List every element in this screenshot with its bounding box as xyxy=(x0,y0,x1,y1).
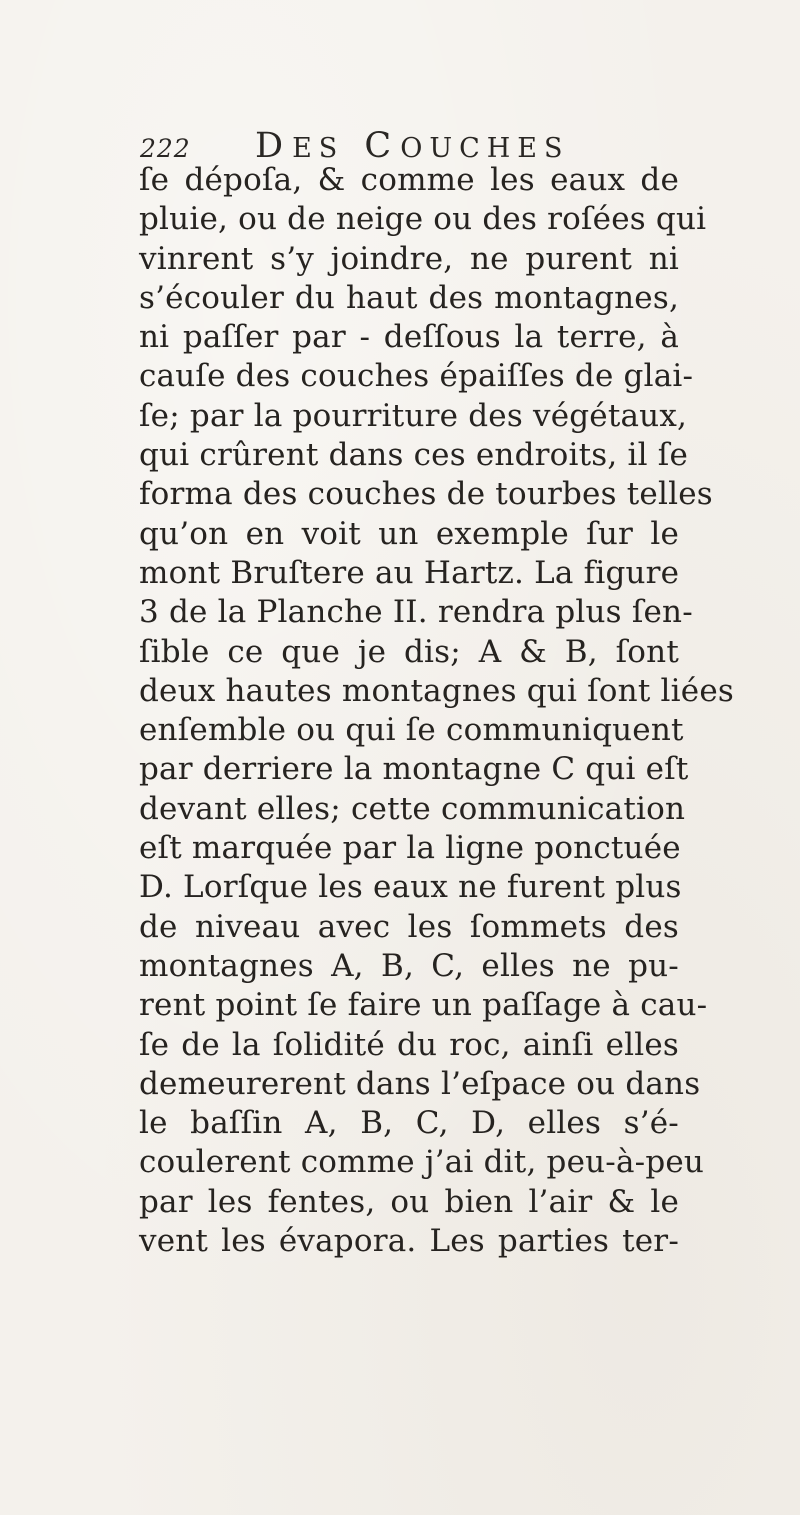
text-line: cauſe des couches épaiſſes de glai- xyxy=(139,358,694,395)
text-line: demeurerent dans l’eſpace ou dans xyxy=(139,1065,701,1102)
text-line: coulerent comme j’ai dit, peu-à-peu xyxy=(139,1144,705,1181)
running-title-rest-1: ES xyxy=(292,133,345,164)
text-line: D. Lorſque les eaux ne furent plus xyxy=(139,869,682,906)
text-line: ſible ce que je dis; A & B, ſont xyxy=(139,633,679,670)
text-line: forma des couches de tourbes telles xyxy=(139,476,713,513)
body-text xyxy=(139,161,734,1261)
text-line: ſe dépoſa, & comme les eaux de xyxy=(139,162,679,198)
text-line: devant elles; cette communication xyxy=(139,790,686,827)
text-line: rent point ſe faire un paſſage à cau- xyxy=(139,987,708,1024)
text-line: ni paſſer par - deſſous la terre, à xyxy=(139,319,679,356)
running-title-initial-2: C xyxy=(364,126,401,166)
text-line: deux hautes montagnes qui ſont liées xyxy=(139,672,734,709)
running-title xyxy=(255,126,570,166)
running-title-initial-1: D xyxy=(255,126,293,166)
text-line: vent les évapora. Les parties ter- xyxy=(139,1223,679,1260)
running-title-rest-2: OUCHES xyxy=(400,133,570,164)
text-line: ſe; par la pourriture des végétaux, xyxy=(139,397,688,434)
text-line: eſt marquée par la ligne ponctuée xyxy=(139,830,681,867)
text-line: 3 de la Planche II. rendra plus ſen- xyxy=(139,594,693,631)
text-line: qui crûrent dans ces endroits, il ſe xyxy=(139,437,689,474)
text-line: pluie, ou de neige ou des roſées qui xyxy=(139,201,707,238)
text-line: qu’on en voit un exemple ſur le xyxy=(139,515,679,552)
page-number: 222 xyxy=(140,134,191,163)
text-line: le baſſin A, B, C, D, elles s’é- xyxy=(139,1105,679,1142)
text-line: vinrent s’y joindre, ne purent ni xyxy=(139,240,679,277)
text-line: de niveau avec les ſommets des xyxy=(139,908,679,945)
text-line: par les fentes, ou bien l’air & le xyxy=(139,1183,679,1220)
text-line: montagnes A, B, C, elles ne pu- xyxy=(139,947,679,984)
text-line: par derriere la montagne C qui eſt xyxy=(139,751,689,788)
text-line: mont Bruſtere au Hartz. La figure xyxy=(139,554,680,591)
text-line: s’écouler du haut des montagnes, xyxy=(139,279,679,316)
text-line: ſe de la ſolidité du roc, ainſi elles xyxy=(139,1026,679,1063)
text-line: enſemble ou qui ſe communiquent xyxy=(139,712,684,749)
